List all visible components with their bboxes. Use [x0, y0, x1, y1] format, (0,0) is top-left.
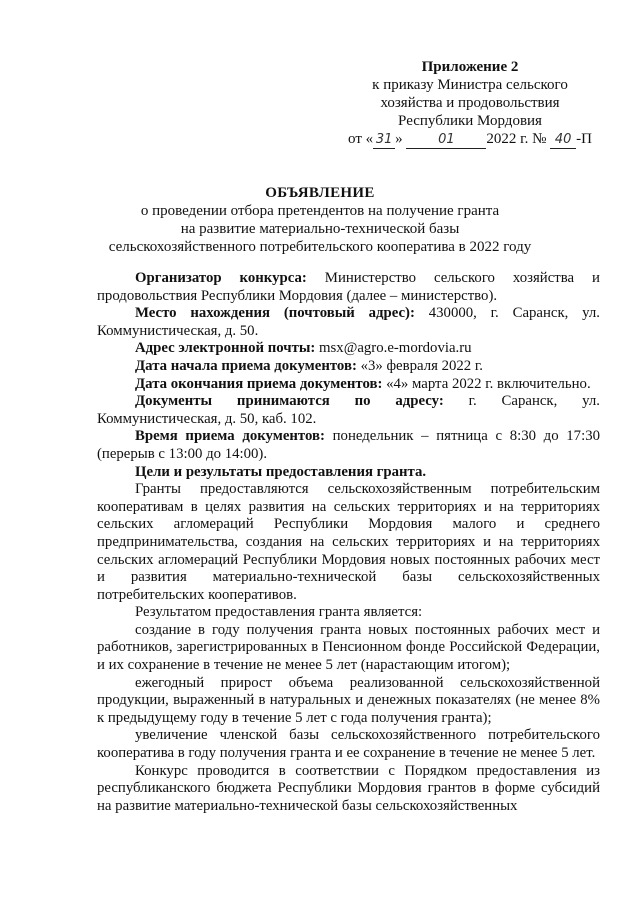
appendix-title: Приложение 2	[421, 59, 519, 75]
date-prefix: от «	[348, 131, 374, 147]
result-item-1: создание в году получения гранта новых постоянных рабочих мест и работников, зарегистрированных в Пенсионном фонде Российской Федерации, и их сохранение в течение не менее 5 лет (нарастающим итогом);	[97, 621, 600, 674]
order-number-handwritten: 40	[550, 132, 576, 149]
appendix-line-3: Республики Мордовия	[398, 113, 542, 129]
date-day-handwritten: 31	[373, 132, 395, 149]
announcement-body	[97, 270, 600, 815]
heading-line-1: о проведении отбора претендентов на получение гранта	[140, 203, 500, 219]
reception-time-label: Время приема документов:	[135, 428, 325, 445]
email-label: Адрес электронной почты:	[135, 340, 316, 357]
heading-line-2: на развитие материально-технической базы	[180, 221, 460, 237]
announcement-heading	[60, 184, 580, 256]
location-label: Место нахождения (почтовый адрес):	[135, 305, 415, 322]
announcement-title: ОБЪЯВЛЕНИЕ	[265, 185, 375, 201]
organizer-paragraph	[97, 270, 600, 305]
end-date-paragraph	[97, 376, 600, 394]
docs-address-value: г. Саранск, ул. Коммунистическая, д. 50, каб. 102.	[97, 393, 600, 427]
appendix-line-2: хозяйства и продовольствия	[380, 95, 560, 111]
start-date-value: «3» февраля 2022 г.	[360, 357, 483, 374]
organizer-value: Министерство сельского хозяйства и продовольствия Республики Мордовия (далее – министерство).	[97, 270, 600, 304]
heading-line-3: сельскохозяйственного потребительского кооператива в 2022 году	[108, 239, 532, 255]
result-item-3: увеличение членской базы сельскохозяйственного потребительского кооператива в году получения гранта и ее сохранение в течение не менее 5 лет.	[97, 727, 600, 762]
end-date-label: Дата окончания приема документов:	[135, 375, 383, 392]
date-year: 2022 г. №	[486, 131, 547, 147]
location-value: 430000, г. Саранск, ул. Коммунистическая, д. 50.	[97, 305, 600, 339]
result-item-2: ежегодный прирост объема реализованной сельскохозяйственной продукции, выраженный в натуральных и денежных показателях (не менее 8% к предыдущему году в течение 5 лет с года получения гранта);	[97, 674, 600, 726]
goals-paragraph: Гранты предоставляются сельскохозяйственным потребительским кооперативам в целях развития на сельских территориях и на территориях сельских агломераций Республики Мордовия малого и среднего предпринимательства, создания на сельских территориях и на территориях сельских агломераций Республики Мордовия новых постоянных рабочих мест и развития материально-технической базы сельскохозяйственных потребительских кооперативов.	[97, 481, 600, 603]
date-suffix: -П	[576, 131, 592, 147]
email-paragraph	[97, 340, 600, 358]
docs-address-label: Документы принимаются по адресу:	[135, 393, 444, 410]
date-mid: »	[395, 131, 403, 147]
reception-time-value: понедельник – пятница с 8:30 до 17:30 (перерыв с 13:00 до 14:00).	[97, 428, 600, 462]
start-date-label: Дата начала приема документов:	[135, 357, 357, 374]
start-date-paragraph	[97, 358, 600, 376]
location-paragraph	[97, 305, 600, 340]
result-intro: Результатом предоставления гранта является:	[135, 604, 423, 621]
docs-address-paragraph	[97, 393, 600, 428]
goals-heading: Цели и результаты предоставления гранта.	[135, 463, 427, 480]
appendix-block	[330, 58, 610, 149]
organizer-label: Организатор конкурса:	[135, 270, 307, 286]
email-value: msx@agro.e-mordovia.ru	[319, 340, 472, 357]
end-date-value: «4» марта 2022 г. включительно.	[386, 375, 591, 392]
order-date-line	[348, 130, 592, 149]
date-month-handwritten: 01	[406, 132, 486, 149]
contest-paragraph: Конкурс проводится в соответствии с Порядком предоставления из республиканского бюджета Республики Мордовия грантов в форме субсидий на развитие материально-технической базы сельскохозяйственных	[97, 762, 600, 814]
reception-time-paragraph	[97, 428, 600, 463]
appendix-line-1: к приказу Министра сельского	[372, 77, 568, 93]
